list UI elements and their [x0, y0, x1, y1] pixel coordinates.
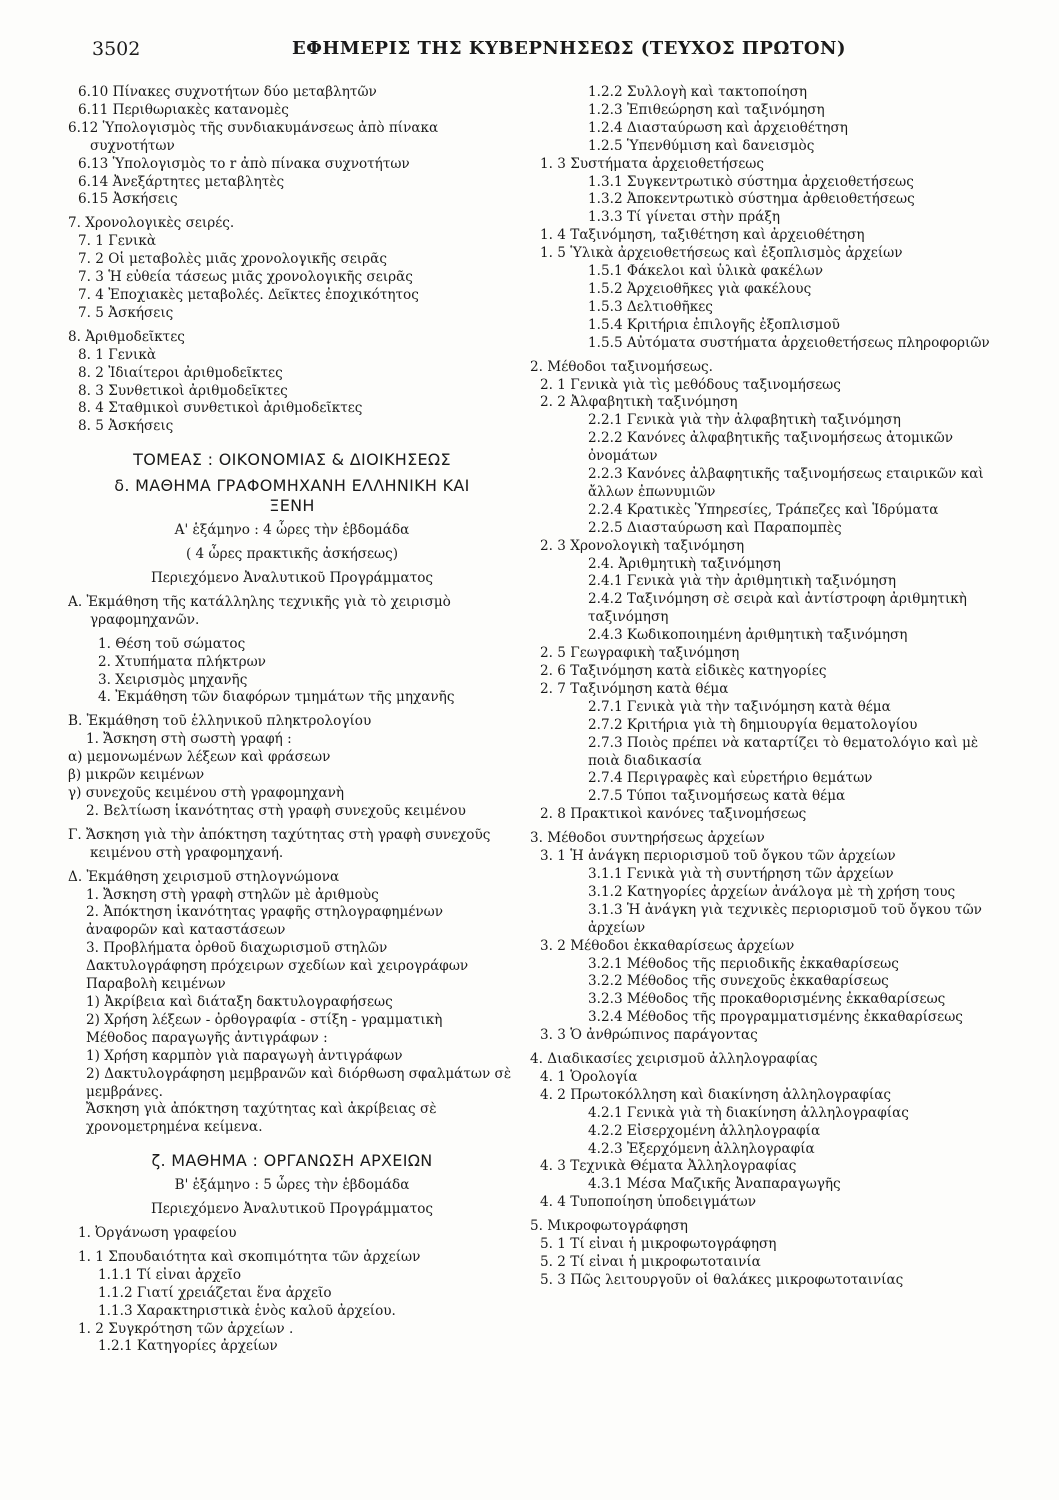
list-item: 4.2.1 Γενικὰ γιὰ τὴ διακίνηση ἀλληλογραφίας — [588, 1104, 909, 1121]
list-item: 2. 1 Γενικὰ γιὰ τὶς μεθόδους ταξινομήσεως — [540, 376, 841, 393]
list-item: β) μικρῶν κειμένων — [68, 767, 205, 784]
list-item: 7. 4 Ἐποχιακὲς μεταβολές. Δεῖκτες ἐποχικότητος — [78, 286, 419, 303]
list-item: 2.7.5 Τύποι ταξινομήσεως κατὰ θέμα — [588, 788, 846, 805]
running-header — [92, 38, 992, 64]
list-item: 3.2.3 Μέθοδος τῆς προκαθορισμένης ἐκκαθαρίσεως — [588, 991, 946, 1008]
list-item: 1.2.1 Κατηγορίες ἀρχείων — [98, 1338, 278, 1355]
list-item: 6.13 Ὑπολογισμὸς το r ἀπὸ πίνακα συχνοτήτων — [78, 155, 410, 172]
list-item: 5. 1 Τί εἶναι ἡ μικροφωτογράφηση — [540, 1236, 777, 1253]
list-item: 3. Προβλήματα ὀρθοῦ διαχωρισμοῦ στηλῶν — [86, 940, 388, 957]
list-item: 4.2.2 Εἰσερχομένη ἀλληλογραφία — [588, 1122, 821, 1139]
list-item: α) μεμονωμένων λέξεων καὶ φράσεων — [68, 749, 331, 766]
list-item: 2. Χτυπήματα πλήκτρων — [98, 653, 266, 670]
list-item: γ) συνεχοῦς κειμένου στὴ γραφομηχανὴ — [68, 785, 345, 801]
list-item: 3.1.3 Ἡ ἀνάγκη γιὰ τεχνικὲς περιορισμοῦ τοῦ ὄγκου τῶν ἀρχείων — [588, 901, 982, 936]
list-item: 3. 1 Ἡ ἀνάγκη περιορισμοῦ τοῦ ὄγκου τῶν ἀρχείων — [540, 848, 896, 865]
list-item: 1.5.1 Φάκελοι καὶ ὑλικὰ φακέλων — [588, 263, 823, 280]
list-item: 2.4.3 Κωδικοποιημένη ἀριθμητικὴ ταξινόμηση — [588, 627, 908, 644]
list-item: 8. 1 Γενικὰ — [78, 346, 157, 363]
course-semester: Α' ἑξάμηνο : 4 ὧρες τὴν ἑβδομάδα — [174, 522, 410, 539]
list-item: 1. Ἄσκηση στὴ γραφὴ στηλῶν μὲ ἀριθμοὺς — [86, 886, 379, 903]
list-item: 8. 4 Σταθμικοὶ συνθετικοὶ ἀριθμοδεῖκτες — [78, 400, 363, 417]
list-item: 7. 3 Ἡ εὐθεία τάσεως μιᾶς χρονολογικῆς σειρᾶς — [78, 269, 413, 286]
section-heading: 1. Ὀργάνωση γραφείου — [78, 1225, 237, 1242]
course-content-heading: Περιεχόμενο Ἀναλυτικοῦ Προγράμματος — [150, 1201, 434, 1218]
list-item: 6.11 Περιθωριακὲς κατανομὲς — [78, 101, 289, 118]
section-heading: Β. Ἐκμάθηση τοῦ ἑλληνικοῦ πληκτρολογίου — [68, 713, 372, 730]
course-semester: Β' ἑξάμηνο : 5 ὧρες τὴν ἑβδομάδα — [174, 1177, 410, 1194]
list-item: Μέθοδος παραγωγῆς ἀντιγράφων : — [86, 1029, 328, 1046]
list-item: 1) Ἀκρίβεια καὶ διάταξη δακτυλογραφήσεως — [86, 993, 393, 1010]
course-content-heading: Περιεχόμενο Ἀναλυτικοῦ Προγράμματος — [150, 570, 434, 587]
list-item: 1. 4 Ταξινόμηση, ταξιθέτηση καὶ ἀρχειοθέτηση — [540, 227, 865, 244]
list-item: 1.3.3 Τί γίνεται στὴν πράξη — [588, 209, 781, 226]
list-item: 1. Ἄσκηση στὴ σωστὴ γραφή : — [86, 731, 292, 748]
list-item: 1. Θέση τοῦ σώματος — [98, 635, 246, 652]
list-item: 5. 2 Τί εἶναι ἡ μικροφωτοταινία — [540, 1254, 761, 1270]
list-item: 2.4.1 Γενικὰ γιὰ τὴν ἀριθμητικὴ ταξινόμηση — [588, 573, 897, 590]
list-item: 2. Ἀπόκτηση ἱκανότητας γραφῆς στηλογραφημένων ἀναφορῶν καὶ καταστάσεων — [86, 904, 443, 939]
gazette-title: ΕΦΗΜΕΡΙΣ ΤΗΣ ΚΥΒΕΡΝΗΣΕΩΣ (ΤΕΥΧΟΣ ΠΡΩΤΟΝ) — [292, 38, 846, 59]
section-heading: 2. Μέθοδοι ταξινομήσεως. — [530, 358, 713, 375]
list-item: 3.2.2 Μέθοδος τῆς συνεχοῦς ἐκκαθαρίσεως — [588, 973, 889, 990]
list-item: 1. 1 Σπουδαιότητα καὶ σκοπιμότητα τῶν ἀρχείων — [78, 1248, 421, 1265]
list-item: 1.3.1 Συγκεντρωτικὸ σύστημα ἀρχειοθετήσεως — [588, 173, 914, 190]
list-item: 4.2.3 Ἐξερχόμενη ἀλληλογραφία — [588, 1140, 815, 1157]
list-item: 3.2.4 Μέθοδος τῆς προγραμματισμένης ἐκκαθαρίσεως — [588, 1009, 963, 1026]
list-item: 6.14 Ἀνεξάρτητες μεταβλητὲς — [78, 173, 285, 190]
section-heading: Γ. Ἄσκηση γιὰ τὴν ἀπόκτηση ταχύτητας στὴ γραφὴ συνεχοῦς κειμένου στὴ γραφομηχανή. — [68, 826, 491, 861]
list-item: 2. 3 Χρονολογικὴ ταξινόμηση — [540, 537, 745, 554]
list-item: 1.2.4 Διασταύρωση καὶ ἀρχειοθέτηση — [588, 119, 848, 136]
course-practice-hours: ( 4 ὧρες πρακτικῆς ἀσκήσεως) — [185, 546, 399, 563]
list-item: 3.1.2 Κατηγορίες ἀρχείων ἀνάλογα μὲ τὴ χρήση τους — [588, 883, 956, 900]
list-item: 8. 5 Ἀσκήσεις — [78, 418, 174, 435]
section-heading: Δ. Ἐκμάθηση χειρισμοῦ στηλογνώμονα — [68, 868, 340, 885]
list-item: 5. 3 Πῶς λειτουργοῦν οἱ θαλάκες μικροφωτοταινίας — [540, 1271, 904, 1288]
list-item: 2.7.2 Κριτήρια γιὰ τὴ δημιουργία θεματολογίου — [588, 716, 918, 733]
section-heading: 5. Μικροφωτογράφηση — [530, 1218, 688, 1235]
list-item: 1.2.2 Συλλογὴ καὶ τακτοποίηση — [588, 84, 808, 100]
list-item: 4. 2 Πρωτοκόλληση καὶ διακίνηση ἀλληλογραφίας — [540, 1086, 891, 1103]
list-item: 6.15 Ἀσκήσεις — [78, 191, 178, 208]
list-item: 2.7.4 Περιγραφὲς καὶ εὑρετήριο θεμάτων — [588, 770, 873, 787]
left-column — [68, 84, 516, 1356]
list-item: 4. 4 Τυποποίηση ὑποδειγμάτων — [540, 1194, 756, 1211]
list-item: 1. 5 Ὑλικὰ ἀρχειοθετήσεως καὶ ἐξοπλισμὸς ἀρχείων — [540, 245, 903, 262]
list-item: 2.7.1 Γενικὰ γιὰ τὴν ταξινόμηση κατὰ θέμα — [588, 698, 891, 715]
list-item: 7. 1 Γενικὰ — [78, 233, 157, 250]
list-item: 3. 2 Μέθοδοι ἐκκαθαρίσεως ἀρχείων — [540, 937, 795, 954]
list-item: 2. Βελτίωση ἱκανότητας στὴ γραφὴ συνεχοῦς κειμένου — [86, 802, 466, 819]
list-item: 2. 6 Ταξινόμηση κατὰ εἰδικὲς κατηγορίες — [540, 663, 827, 679]
list-item: 4. Ἐκμάθηση τῶν διαφόρων τμημάτων τῆς μηχανῆς — [98, 689, 455, 706]
list-item: 1) Χρήση καρμπὸν γιὰ παραγωγὴ ἀντιγράφων — [86, 1047, 403, 1064]
list-item: 1.5.2 Ἀρχειοθῆκες γιὰ φακέλους — [588, 280, 812, 297]
list-item: 2.2.2 Κανόνες ἀλφαβητικῆς ταξινομήσεως ἀτομικῶν ὀνομάτων — [588, 430, 954, 465]
list-item: 1.5.5 Αὐτόματα συστήματα ἀρχειοθετήσεως πληροφοριῶν — [588, 334, 990, 351]
list-item: 2. 7 Ταξινόμηση κατὰ θέμα — [540, 680, 729, 697]
list-item: 2) Δακτυλογράφηση μεμβρανῶν καὶ διόρθωση σφαλμάτων σὲ μεμβράνες. — [86, 1065, 512, 1100]
list-item: 1.2.3 Ἐπιθεώρηση καὶ ταξινόμηση — [588, 101, 825, 118]
section-heading: 8. Ἀριθμοδεῖκτες — [68, 328, 185, 345]
page-number: 3502 — [92, 38, 141, 60]
course-title: ζ. ΜΑΘΗΜΑ : ΟΡΓΑΝΩΣΗ ΑΡΧΕΙΩΝ — [151, 1151, 433, 1171]
list-item: 4. 3 Τεχνικὰ Θέματα Ἀλληλογραφίας — [540, 1158, 797, 1175]
list-item: 8. 2 Ἰδιαίτεροι ἀριθμοδεῖκτες — [78, 364, 283, 381]
list-item: 1.2.5 Ὑπενθύμιση καὶ δανεισμὸς — [588, 137, 815, 154]
list-item: Δακτυλογράφηση πρόχειρων σχεδίων καὶ χειρογράφων — [86, 958, 469, 975]
list-item: 2. 8 Πρακτικοὶ κανόνες ταξινομήσεως — [540, 806, 807, 823]
list-item: 7. 5 Ἀσκήσεις — [78, 304, 174, 321]
list-item: 4.3.1 Μέσα Μαζικῆς Ἀναπαραγωγῆς — [588, 1176, 841, 1193]
sector-title: ΤΟΜΕΑΣ : ΟΙΚΟΝΟΜΙΑΣ & ΔΙΟΙΚΗΣΕΩΣ — [133, 450, 451, 470]
list-item: 2.2.3 Κανόνες ἀλβαφητικῆς ταξινομήσεως εταιρικῶν καὶ ἄλλων ἐπωνυμιῶν — [588, 466, 984, 500]
right-column — [530, 84, 992, 1290]
list-item: 6.10 Πίνακες συχνοτήτων δύο μεταβλητῶν — [78, 84, 377, 100]
list-item: 1.1.3 Χαρακτηριστικὰ ἑνὸς καλοῦ ἀρχείου. — [98, 1302, 396, 1319]
list-item: 7. 2 Οἱ μεταβολὲς μιᾶς χρονολογικῆς σειρᾶς — [78, 251, 387, 268]
list-item: 6.12 Ὑπολογισμὸς τῆς συνδιακυμάνσεως ἀπὸ πίνακα συχνοτήτων — [68, 119, 439, 154]
list-item: 1. 3 Συστήματα ἀρχειοθετήσεως — [540, 155, 764, 172]
list-item: 2.2.1 Γενικὰ γιὰ τὴν ἀλφαβητικὴ ταξινόμηση — [588, 412, 901, 429]
list-item: 2. 5 Γεωγραφικὴ ταξινόμηση — [540, 645, 740, 662]
list-item: 3. 3 Ὁ ἀνθρώπινος παράγοντας — [540, 1027, 758, 1044]
section-heading: Α. Ἐκμάθηση τῆς κατάλληλης τεχνικῆς γιὰ τὸ χειρισμὸ γραφομηχανῶν. — [68, 593, 451, 628]
list-item: 1.1.2 Γιατί χρειάζεται ἕνα ἀρχεῖο — [98, 1284, 332, 1301]
list-item: 4. 1 Ὁρολογία — [540, 1068, 638, 1085]
list-item: 1. 2 Συγκρότηση τῶν ἀρχείων . — [78, 1320, 294, 1337]
list-item: 2.7.3 Ποιὸς πρέπει νὰ καταρτίζει τὸ θεματολόγιο καὶ μὲ ποιὰ διαδικασία — [588, 734, 979, 769]
list-item: 2.2.4 Κρατικὲς Ὑπηρεσίες, Τράπεζες καὶ Ἱδρύματα — [588, 501, 939, 518]
list-item: 3.1.1 Γενικὰ γιὰ τὴ συντήρηση τῶν ἀρχείων — [588, 865, 894, 882]
list-item: 1.1.1 Τί εἶναι ἀρχεῖο — [98, 1266, 242, 1283]
list-item: 1.5.3 Δελτιοθῆκες — [588, 298, 713, 315]
list-item: 3. Χειρισμὸς μηχανῆς — [98, 671, 248, 688]
list-item: 2.2.5 Διασταύρωση καὶ Παραπομπὲς — [588, 519, 842, 536]
list-item: 1.5.4 Κριτήρια ἐπιλογῆς ἐξοπλισμοῦ — [588, 316, 840, 333]
section-heading: 3. Μέθοδοι συντηρήσεως ἀρχείων — [530, 830, 765, 847]
list-item: 1.3.2 Ἀποκεντρωτικὸ σύστημα ἀρθειοθετήσεως — [588, 191, 915, 208]
list-item: 3.2.1 Μέθοδος τῆς περιοδικῆς ἐκκαθαρίσεως — [588, 955, 899, 972]
list-item: 2) Χρήση λέξεων - ὀρθογραφία - στίξη - γραμματικὴ — [86, 1011, 443, 1028]
list-item: Ἄσκηση γιὰ ἀπόκτηση ταχύτητας καὶ ἀκρίβειας σὲ χρονομετρημένα κείμενα. — [86, 1101, 437, 1136]
section-heading: 4. Διαδικασίες χειρισμοῦ ἀλληλογραφίας — [530, 1051, 818, 1068]
section-heading: 7. Χρονολογικὲς σειρές. — [68, 215, 235, 232]
course-title: δ. ΜΑΘΗΜΑ ΓΡΑΦΟΜΗΧΑΝΗ ΕΛΛΗΝΙΚΗ ΚΑΙ ΞΕΝΗ — [114, 476, 470, 516]
list-item: 2.4.2 Ταξινόμηση σὲ σειρὰ καὶ ἀντίστροφη ἀριθμητικὴ ταξινόμηση — [588, 591, 967, 626]
list-item: 2.4. Ἀριθμητικὴ ταξινόμηση — [588, 555, 781, 572]
list-item: 8. 3 Συνθετικοὶ ἀριθμοδεῖκτες — [78, 382, 288, 399]
list-item: 2. 2 Ἀλφαβητικὴ ταξινόμηση — [540, 394, 738, 411]
list-item: Παραβολὴ κειμένων — [86, 976, 226, 993]
